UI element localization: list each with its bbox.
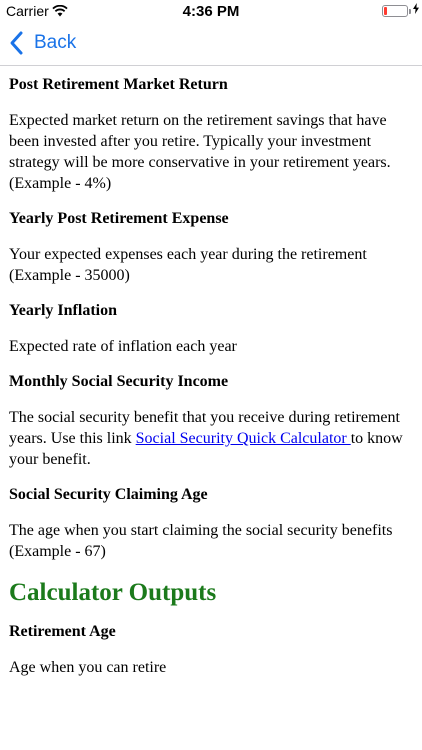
carrier-label: Carrier bbox=[6, 3, 49, 19]
social-security-calculator-link[interactable]: Social Security Quick Calculator bbox=[135, 430, 351, 447]
back-label: Back bbox=[34, 32, 77, 53]
help-content bbox=[9, 66, 413, 678]
input-description-yearly-expense: Your expected expenses each year during the retirement (Example - 35000) bbox=[9, 246, 367, 284]
input-heading-social-security-income: Monthly Social Security Income bbox=[9, 373, 229, 390]
chevron-left-icon bbox=[8, 30, 30, 56]
input-description-social-security-income bbox=[9, 407, 413, 470]
status-bar bbox=[0, 0, 422, 22]
input-heading-yearly-expense: Yearly Post Retirement Expense bbox=[9, 210, 229, 227]
description-text-before-link: The social security benefit that you receive during retirement years. Use this link bbox=[9, 409, 400, 447]
status-time: 4:36 PM bbox=[182, 3, 240, 20]
input-heading-yearly-inflation: Yearly Inflation bbox=[9, 302, 117, 319]
charging-bolt-icon bbox=[413, 3, 419, 17]
input-description-yearly-inflation: Expected rate of inflation each year bbox=[9, 338, 237, 355]
output-description-retirement-age: Age when you can retire bbox=[9, 659, 167, 676]
battery-level bbox=[384, 7, 387, 15]
navigation-bar bbox=[0, 22, 422, 66]
section-title-calculator-outputs: Calculator Outputs bbox=[9, 579, 217, 606]
input-description-market-return: Expected market return on the retirement savings that have been invested after you retire. Typically your investment strategy will be more conservative in your retirement years. (Example - 4%) bbox=[9, 112, 391, 192]
description-text-after-link: to know your benefit. bbox=[9, 430, 403, 468]
input-description-claiming-age: The age when you start claiming the social security benefits (Example - 67) bbox=[9, 522, 393, 560]
output-heading-retirement-age: Retirement Age bbox=[9, 623, 116, 640]
back-button[interactable] bbox=[8, 30, 76, 56]
input-heading-claiming-age: Social Security Claiming Age bbox=[9, 486, 208, 503]
input-heading-market-return: Post Retirement Market Return bbox=[9, 76, 228, 93]
battery-icon bbox=[382, 5, 408, 17]
battery-nub bbox=[409, 9, 411, 14]
